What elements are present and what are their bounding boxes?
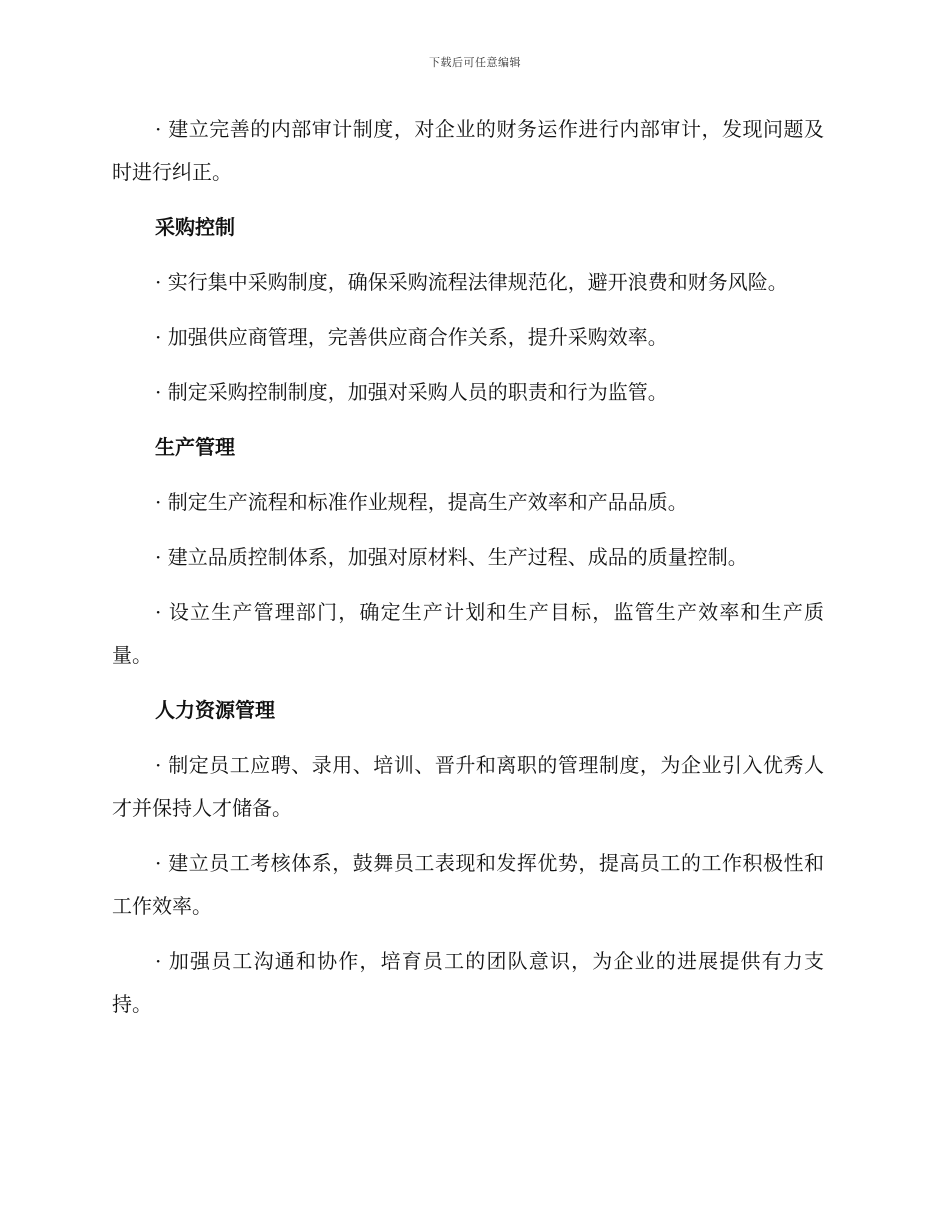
production-paragraph-1: · 制定生产流程和标准作业规程，提高生产效率和产品品质。 [155,490,688,514]
production-paragraph-3: · 设立生产管理部门，确定生产计划和生产目标，监管生产效率和生产质量。 [112,600,824,667]
page-header: 下载后可任意编辑 [429,56,521,69]
purchasing-paragraph-1: · 实行集中采购制度，确保采购流程法律规范化，避开浪费和财务风险。 [155,270,788,294]
hr-paragraph-3: · 加强员工沟通和协作，培育员工的团队意识，为企业的进展提供有力支持。 [112,949,824,1016]
production-paragraph-2: · 建立品质控制体系，加强对原材料、生产过程、成品的质量控制。 [155,545,748,569]
section-heading-hr: 人力资源管理 [155,698,275,722]
intro-paragraph-1: · 建立完善的内部审计制度，对企业的财务运作进行内部审计，发现问题及时进行纠正。 [112,117,824,184]
purchasing-paragraph-2: · 加强供应商管理，完善供应商合作关系，提升采购效率。 [155,325,668,349]
section-heading-purchasing: 采购控制 [155,215,235,239]
section-heading-production: 生产管理 [155,435,235,459]
hr-paragraph-1: · 制定员工应聘、录用、培训、晋升和离职的管理制度，为企业引入优秀人才并保持人才储备。 [112,753,824,820]
purchasing-paragraph-3: · 制定采购控制制度，加强对采购人员的职责和行为监管。 [155,380,668,404]
hr-paragraph-2: · 建立员工考核体系，鼓舞员工表现和发挥优势，提高员工的工作积极性和工作效率。 [112,851,824,918]
document-body [112,108,824,1038]
